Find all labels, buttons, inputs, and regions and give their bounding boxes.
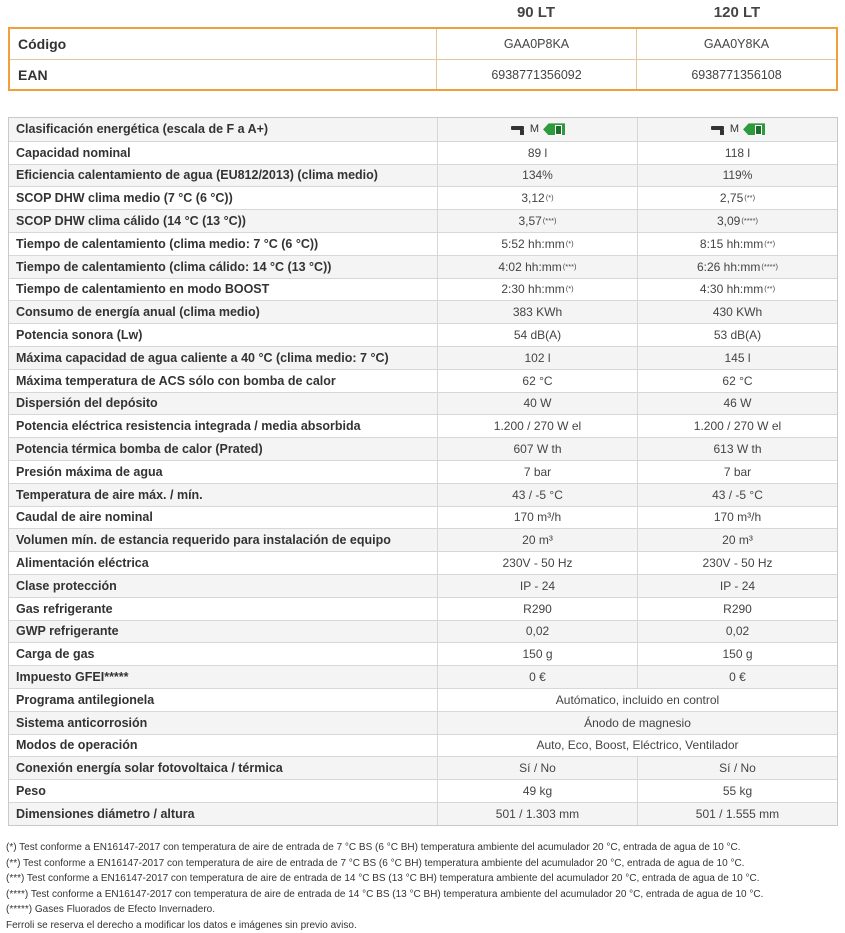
value-text: 501 / 1.555 mm (695, 806, 780, 821)
value-text: 134% (522, 168, 553, 183)
value-text: 46 W (723, 396, 752, 411)
value-text: 5:52 hh:mm (501, 236, 565, 251)
value-text: 102 l (524, 350, 551, 365)
spec-value-120lt (637, 598, 837, 620)
spec-label: Sistema anticorrosión (16, 715, 148, 730)
spec-row (9, 414, 837, 437)
spec-label: Peso (16, 784, 46, 798)
spec-label: Máxima capacidad de agua caliente a 40 °C (clima medio: 7 °C) (16, 350, 389, 365)
load-profile: M (729, 123, 740, 136)
value-text: 89 l (527, 145, 548, 160)
spec-value-90lt: 4:02 hh:mm (***) (437, 256, 637, 278)
footnote-line: (**) Test conforme a EN16147-2017 con temperatura de aire de entrada de 7 °C BS (6 °C BH) temperatura ambiente del acumulador 20 °C, entrada de agua de 10 °C. (6, 857, 745, 869)
energy-class-120lt (637, 118, 837, 141)
spec-row (9, 734, 837, 757)
value-text: 2,75 (719, 191, 744, 206)
value-text: 3,57 (518, 214, 542, 229)
spec-value-120lt (637, 757, 837, 779)
spec-label: Tiempo de calentamiento (clima cálido: 14 °C (13 °C)) (16, 259, 332, 274)
spec-row (9, 711, 837, 734)
spec-value-90lt (437, 370, 637, 392)
spec-value-90lt (437, 301, 637, 323)
value-text: 501 / 1.303 mm (495, 806, 580, 821)
spec-label: Potencia sonora (Lw) (16, 328, 143, 343)
spec-value-120lt (637, 415, 837, 437)
spec-value-90lt (437, 575, 637, 597)
spec-value-120lt (637, 142, 837, 164)
spec-label: Volumen mín. de estancia requerido para instalación de equipo (16, 533, 391, 548)
value-text: IP - 24 (519, 578, 556, 593)
value-text: IP - 24 (719, 578, 756, 593)
spec-value-both: Auto, Eco, Boost, Eléctrico, Ventilador (437, 735, 837, 757)
spec-row (9, 278, 837, 301)
spec-value-90lt (437, 461, 637, 483)
spec-value-both: Autómatico, incluido en control (437, 689, 837, 711)
value-text: 150 g (522, 647, 553, 662)
value-text: 6:26 hh:mm (696, 259, 761, 274)
spec-value-120lt (637, 507, 837, 529)
spec-label: Clasificación energética (escala de F a A+) (16, 122, 269, 137)
spec-value-90lt (437, 165, 637, 187)
spec-label: SCOP DHW clima cálido (14 °C (13 °C)) (16, 214, 246, 229)
energy-class-90lt (437, 118, 637, 141)
value-text: 20 m³ (522, 533, 553, 548)
spec-value-90lt (437, 393, 637, 415)
spec-value-120lt (637, 780, 837, 802)
value-text: 383 KWh (512, 305, 563, 320)
value-text: 613 W th (713, 442, 762, 457)
spec-value-90lt (437, 803, 637, 825)
spec-row-energy-class (9, 118, 837, 141)
value-text: 20 m³ (722, 533, 753, 548)
spec-value-90lt (437, 142, 637, 164)
spec-label: Potencia eléctrica resistencia integrada / media absorbida (16, 419, 361, 434)
value-text: 7 bar (723, 464, 752, 479)
footnote-line: (***) Test conforme a EN16147-2017 con temperatura de aire de entrada de 14 °C BS (13 °C BH) temperatura ambiente del acumulador 20 °C, entrada de agua de 10 °C. (6, 873, 760, 884)
value-text: 170 m³/h (513, 510, 562, 525)
spec-row (9, 186, 837, 209)
ident-value-90lt: 6938771356092 (436, 60, 636, 89)
spec-row (9, 620, 837, 643)
spec-row (9, 756, 837, 779)
value-text: 8:15 hh:mm (699, 236, 764, 251)
spec-row (9, 346, 837, 369)
value-text: 40 W (523, 396, 552, 411)
ident-row (10, 29, 836, 59)
spec-value-120lt (637, 165, 837, 187)
spec-row (9, 506, 837, 529)
spec-row (9, 323, 837, 346)
spec-label: Caudal de aire nominal (16, 510, 153, 525)
spec-row (9, 369, 837, 392)
spec-value-90lt (437, 347, 637, 369)
footnote-line: (*****) Gases Fluorados de Efecto Invernadero. (6, 904, 215, 915)
value-text: 7 bar (523, 464, 552, 479)
value-text: 43 / -5 °C (512, 487, 563, 502)
spec-label: Clase protección (16, 578, 117, 593)
spec-value-120lt (637, 621, 837, 643)
load-profile: M (529, 123, 540, 136)
value-text: 607 W th (513, 442, 562, 457)
spec-row (9, 551, 837, 574)
spec-label: Eficiencia calentamiento de agua (EU812/2013) (clima medio) (16, 168, 378, 183)
value-text: 145 l (724, 350, 751, 365)
spec-row (9, 209, 837, 232)
energy-class-badge (743, 123, 765, 135)
value-text: 53 dB(A) (713, 328, 762, 343)
footnote-line: (*) Test conforme a EN16147-2017 con temperatura de aire de entrada de 7 °C BS (6 °C BH) temperatura ambiente del acumulador 20 °C, entrada de agua de 10 °C. (6, 842, 741, 853)
value-text: 170 m³/h (713, 510, 762, 525)
spec-label: SCOP DHW clima medio (7 °C (6 °C)) (16, 191, 233, 206)
spec-row (9, 779, 837, 802)
value-text: 150 g (722, 647, 753, 662)
energy-class-group (510, 123, 565, 136)
spec-value-90lt (437, 529, 637, 551)
spec-value-120lt: 6:26 hh:mm (****) (637, 256, 837, 278)
spec-value-120lt (637, 393, 837, 415)
spec-row (9, 232, 837, 255)
value-text: R290 (723, 601, 752, 616)
ident-row (10, 59, 836, 89)
ident-label: Código (18, 36, 67, 52)
spec-value-120lt (637, 529, 837, 551)
ident-value-120lt: 6938771356108 (636, 60, 836, 89)
value-text: 4:02 hh:mm (498, 259, 562, 274)
value-text: 62 °C (722, 373, 753, 388)
spec-row (9, 574, 837, 597)
spec-value-120lt (637, 552, 837, 574)
spec-value-90lt (437, 415, 637, 437)
value-text: Sí / No (719, 761, 756, 776)
value-text: 49 kg (522, 784, 553, 798)
value-text: 3,09 (716, 214, 741, 229)
spec-value-90lt (437, 666, 637, 688)
spec-value-120lt: 2,75 (**) (637, 187, 837, 209)
spec-row (9, 437, 837, 460)
spec-label: Gas refrigerante (16, 601, 113, 616)
spec-row (9, 255, 837, 278)
spec-row (9, 665, 837, 688)
spec-row (9, 483, 837, 506)
spec-label: Potencia térmica bomba de calor (Prated) (16, 442, 263, 457)
spec-label: Programa antilegionela (16, 692, 155, 707)
spec-label: Dimensiones diámetro / altura (16, 806, 195, 821)
spec-row (9, 528, 837, 551)
ident-value-90lt: GAA0P8KA (436, 29, 636, 59)
spec-row (9, 141, 837, 164)
spec-value-90lt (437, 643, 637, 665)
spec-value-120lt: 3,09 (****) (637, 210, 837, 232)
energy-class-badge (543, 123, 565, 135)
value-text: 430 KWh (712, 305, 763, 320)
tap-icon (710, 123, 726, 136)
spec-row (9, 164, 837, 187)
spec-value-120lt (637, 301, 837, 323)
value-text: 118 l (724, 145, 751, 160)
value-text: Sí / No (519, 761, 556, 776)
value-text: 55 kg (722, 784, 753, 798)
spec-value-90lt (437, 780, 637, 802)
spec-row (9, 688, 837, 711)
spec-row (9, 597, 837, 620)
spec-label: GWP refrigerante (16, 624, 119, 639)
spec-value-120lt: 8:15 hh:mm (**) (637, 233, 837, 255)
spec-row (9, 802, 837, 825)
spec-value-120lt (637, 461, 837, 483)
value-text: 230V - 50 Hz (502, 556, 573, 571)
spec-row (9, 392, 837, 415)
value-text: 1.200 / 270 W el (693, 419, 782, 434)
value-text: 0,02 (725, 624, 750, 639)
spec-value-90lt (437, 438, 637, 460)
specifications-table (8, 117, 838, 826)
identification-table (8, 27, 838, 91)
spec-value-120lt (637, 575, 837, 597)
spec-label: Presión máxima de agua (16, 464, 163, 479)
footnote-line: Ferroli se reserva el derecho a modificar los datos e imágenes sin previo aviso. (6, 919, 357, 931)
spec-value-120lt (637, 438, 837, 460)
value-text: 3,12 (521, 191, 545, 206)
value-text: 43 / -5 °C (712, 487, 763, 502)
spec-label: Consumo de energía anual (clima medio) (16, 305, 260, 320)
spec-value-120lt (637, 484, 837, 506)
spec-row (9, 300, 837, 323)
spec-value-120lt: 4:30 hh:mm (**) (637, 279, 837, 301)
spec-label: Máxima temperatura de ACS sólo con bomba de calor (16, 373, 336, 388)
value-text: 62 °C (522, 373, 553, 388)
column-header-120lt: 120 LT (713, 4, 761, 21)
footnote-line: (****) Test conforme a EN16147-2017 con temperatura de aire de entrada de 14 °C BS (13 °C BH) temperatura ambiente del acumulador 20 °C, entrada de agua de 10 °C. (6, 888, 764, 900)
spec-label: Dispersión del depósito (16, 396, 158, 411)
spec-value-120lt (637, 803, 837, 825)
spec-label: Capacidad nominal (16, 145, 131, 160)
spec-row (9, 642, 837, 665)
spec-value-90lt (437, 324, 637, 346)
spec-value-90lt: 3,57 (***) (437, 210, 637, 232)
spec-label: Tiempo de calentamiento (clima medio: 7 °C (6 °C)) (16, 236, 319, 251)
value-text: R290 (523, 601, 552, 616)
value-text: 0 € (529, 670, 546, 685)
spec-value-90lt (437, 621, 637, 643)
value-text: 1.200 / 270 W el (493, 419, 582, 434)
spec-value-90lt: 3,12 (*) (437, 187, 637, 209)
spec-label: Modos de operación (16, 738, 138, 753)
spec-label: Conexión energía solar fotovoltaica / térmica (16, 761, 283, 776)
spec-value-120lt (637, 666, 837, 688)
value-text: 0,02 (525, 624, 550, 639)
spec-value-90lt (437, 552, 637, 574)
ident-value-120lt: GAA0Y8KA (636, 29, 836, 59)
value-text: 230V - 50 Hz (702, 556, 773, 571)
spec-value-90lt: 5:52 hh:mm (*) (437, 233, 637, 255)
spec-label: Temperatura de aire máx. / mín. (16, 487, 203, 502)
spec-value-90lt (437, 484, 637, 506)
spec-row (9, 460, 837, 483)
spec-value-90lt: 2:30 hh:mm (*) (437, 279, 637, 301)
spec-label: Impuesto GFEI***** (16, 670, 129, 685)
spec-label: Alimentación eléctrica (16, 556, 149, 571)
tap-icon (510, 123, 526, 136)
value-text: 54 dB(A) (513, 328, 562, 343)
spec-value-90lt (437, 757, 637, 779)
value-text: 0 € (729, 670, 746, 685)
ident-label: EAN (18, 66, 48, 83)
spec-label: Carga de gas (16, 647, 95, 662)
spec-value-120lt (637, 324, 837, 346)
value-text: 2:30 hh:mm (501, 282, 565, 297)
energy-class-group (710, 123, 765, 136)
footnotes (6, 840, 838, 933)
value-text: 119% (722, 168, 753, 183)
spec-value-120lt (637, 643, 837, 665)
spec-value-120lt (637, 370, 837, 392)
spec-value-both: Ánodo de magnesio (437, 712, 837, 734)
spec-value-90lt (437, 507, 637, 529)
spec-label: Tiempo de calentamiento en modo BOOST (16, 282, 270, 297)
spec-value-90lt (437, 598, 637, 620)
column-header-90lt: 90 LT (516, 4, 556, 21)
spec-value-120lt (637, 347, 837, 369)
value-text: 4:30 hh:mm (699, 282, 764, 297)
